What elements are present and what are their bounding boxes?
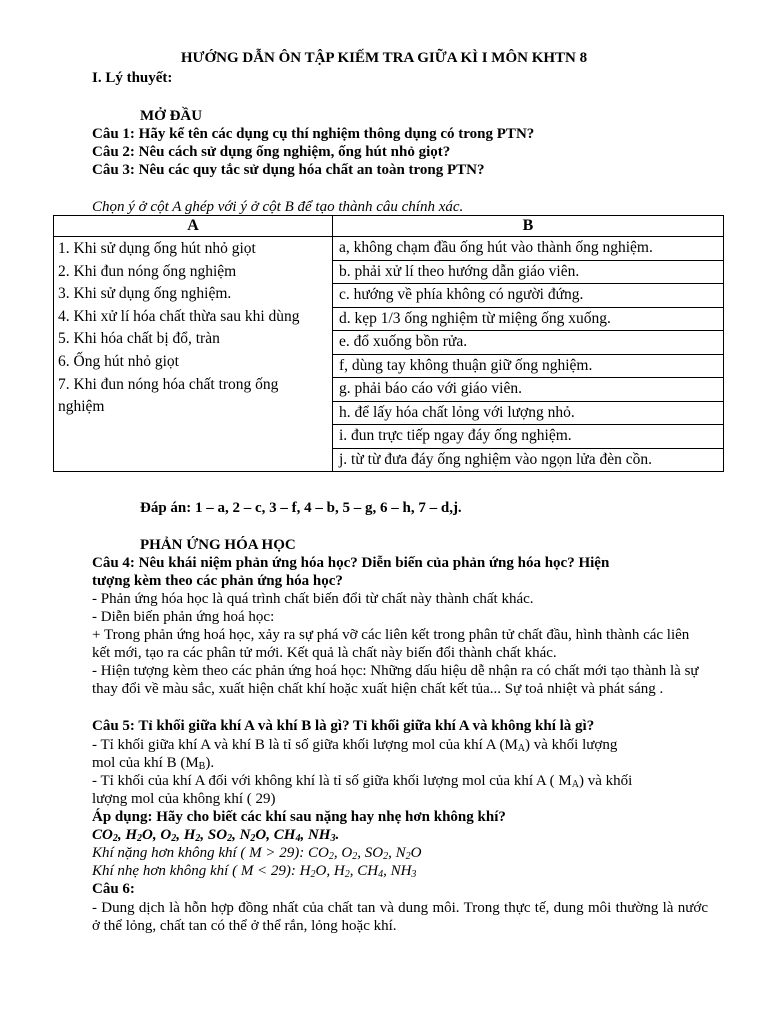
column-a-item: 6. Ống hút nhỏ giọt (58, 352, 179, 370)
column-b-item: e. đổ xuống bồn rửa. (333, 330, 723, 354)
question-4-line-2: tượng kèm theo các phản ứng hóa học? (92, 573, 343, 589)
answer-5-text: ) và khối lượng (525, 737, 618, 753)
answer-4-process-heading: - Diễn biến phản ứng hoá học: (92, 609, 275, 625)
answer-4-process-detail: + Trong phản ứng hoá học, xảy ra sự phá vỡ các liên kết trong phân tử chất đầu, hình thành các liên kết mới, tạo ra các phân tử mới. Kết quả là chất này biến đổi thành chất khác. (92, 627, 690, 661)
answer-5-text: - Tỉ khối giữa khí A và khí B là tỉ số giữa khối lượng mol của khí A (M (92, 737, 518, 753)
column-b-item: g. phải báo cáo với giáo viên. (333, 377, 723, 401)
column-b-item: c. hướng về phía không có người đứng. (333, 283, 723, 307)
answer-5-text: ). (205, 755, 215, 771)
column-a-cell (54, 237, 333, 472)
column-b-item: f, dùng tay không thuận giữ ống nghiệm. (333, 354, 723, 378)
section-phan-ung-heading: PHẢN ỨNG HÓA HỌC (140, 537, 296, 553)
column-b-item: a, không chạm đầu ống hút vào thành ống nghiệm. (339, 239, 653, 256)
question-2: Câu 2: Nêu cách sử dụng ống nghiệm, ống hút nhỏ giọt? (92, 144, 451, 160)
question-3: Câu 3: Nêu các quy tắc sử dụng hóa chất an toàn trong PTN? (92, 162, 485, 178)
document-title: HƯỚNG DẪN ÔN TẬP KIẾM TRA GIỮA KÌ I MÔN KHTN 8 (180, 50, 588, 66)
column-b-item: h. để lấy hóa chất lỏng với lượng nhỏ. (333, 401, 723, 425)
question-5: Câu 5: Tỉ khối giữa khí A và khí B là gì? Tỉ khối giữa khí A và không khí là gì? (92, 718, 595, 734)
matching-instruction: Chọn ý ở cột A ghép với ý ở cột B để tạo thành câu chính xác. (92, 199, 464, 215)
answer-5-text: ) và khối (578, 773, 633, 789)
lighter-gases: Khí nhẹ hơn không khí ( M < 29): $H_2O$, $H_2$, $CH_4$, $NH_3$ (92, 863, 417, 880)
column-a-item: 4. Khi xử lí hóa chất thừa sau khi dùng (58, 307, 300, 325)
subscript: A (517, 743, 526, 754)
question-1: Câu 1: Hãy kể tên các dụng cụ thí nghiệm thông dụng có trong PTN? (92, 126, 535, 142)
column-b-header: B (333, 216, 724, 237)
column-a-item: 2. Khi đun nóng ống nghiệm (58, 262, 237, 280)
column-b-item: i. đun trực tiếp ngay đáy ống nghiệm. (333, 424, 723, 448)
answer-5-text: - Tỉ khối của khí A đối với không khí là tỉ số giữa khối lượng mol của khí A ( M (92, 773, 572, 789)
column-b-cell (333, 237, 724, 472)
question-4-line-1: Câu 4: Nêu khái niệm phản ứng hóa học? Diễn biến của phản ứng hóa học? Hiện (92, 555, 610, 571)
column-a-item: 3. Khi sử dụng ống nghiệm. (58, 285, 232, 303)
apply-question: Áp dụng: Hãy cho biết các khí sau nặng hay nhẹ hơn không khí? (92, 809, 506, 825)
answer-5-line-2 (92, 754, 214, 772)
subscript: A (571, 779, 579, 790)
subscript: B (198, 761, 206, 772)
table-header-row (54, 216, 724, 237)
answer-5-line-1 (92, 736, 617, 754)
section-theory-heading: I. Lý thuyết: (92, 70, 173, 86)
table-body-row (54, 237, 724, 472)
column-a-header: A (54, 216, 333, 237)
column-a-item: 1. Khi sử dụng ống hút nhỏ giọt (58, 240, 256, 257)
answer-key: Đáp án: 1 – a, 2 – c, 3 – f, 4 – b, 5 – g, 6 – h, 7 – d,j. (140, 500, 462, 516)
column-a-item: 7. Khi đun nóng hóa chất trong ống nghiệm (58, 375, 279, 416)
answer-5-line-4: lượng mol của không khí ( 29) (92, 791, 276, 807)
column-b-item: b. phải xử lí theo hướng dẫn giáo viên. (333, 260, 723, 284)
answer-5-text: mol của khí B (M (92, 755, 199, 771)
column-b-item: d. kẹp 1/3 ống nghiệm từ miệng ống xuống. (333, 307, 723, 331)
answer-5-line-3 (92, 772, 632, 790)
section-mo-dau-heading: MỞ ĐẦU (140, 108, 203, 124)
answer-6: - Dung dịch là hỗn hợp đồng nhất của chất tan và dung môi. Trong thực tế, dung môi thường là nước ở thể lỏng, chất tan có thể ở thể rắn, lỏng hoặc khí. (92, 900, 708, 934)
matching-table (53, 215, 724, 472)
gas-list: $CO_2$, $H_2O$, $O_2$, $H_2$, $SO_2$, $N_2O$, $CH_4$, $NH_3$. (92, 827, 340, 844)
answer-4-definition: - Phản ứng hóa học là quá trình chất biến đổi từ chất này thành chất khác. (92, 591, 534, 607)
column-a-item: 5. Khi hóa chất bị đổ, tràn (58, 330, 220, 348)
question-6: Câu 6: (92, 881, 135, 897)
column-b-item: j. từ từ đưa đáy ống nghiệm vào ngọn lửa đèn cồn. (333, 448, 723, 472)
answer-4-phenomena: - Hiện tượng kèm theo các phản ứng hoá học: Những dấu hiệu dễ nhận ra có chất mới tạo thành là sự thay đổi về màu sắc, xuất hiện chất khí hoặc xuất hiện chất kết tủa... Sự toả nhiệt và phát sáng . (92, 663, 699, 697)
heavier-gases: Khí nặng hơn không khí ( M > 29): $CO_2$, $O_2$, $SO_2$, $N_2O$ (92, 845, 422, 862)
